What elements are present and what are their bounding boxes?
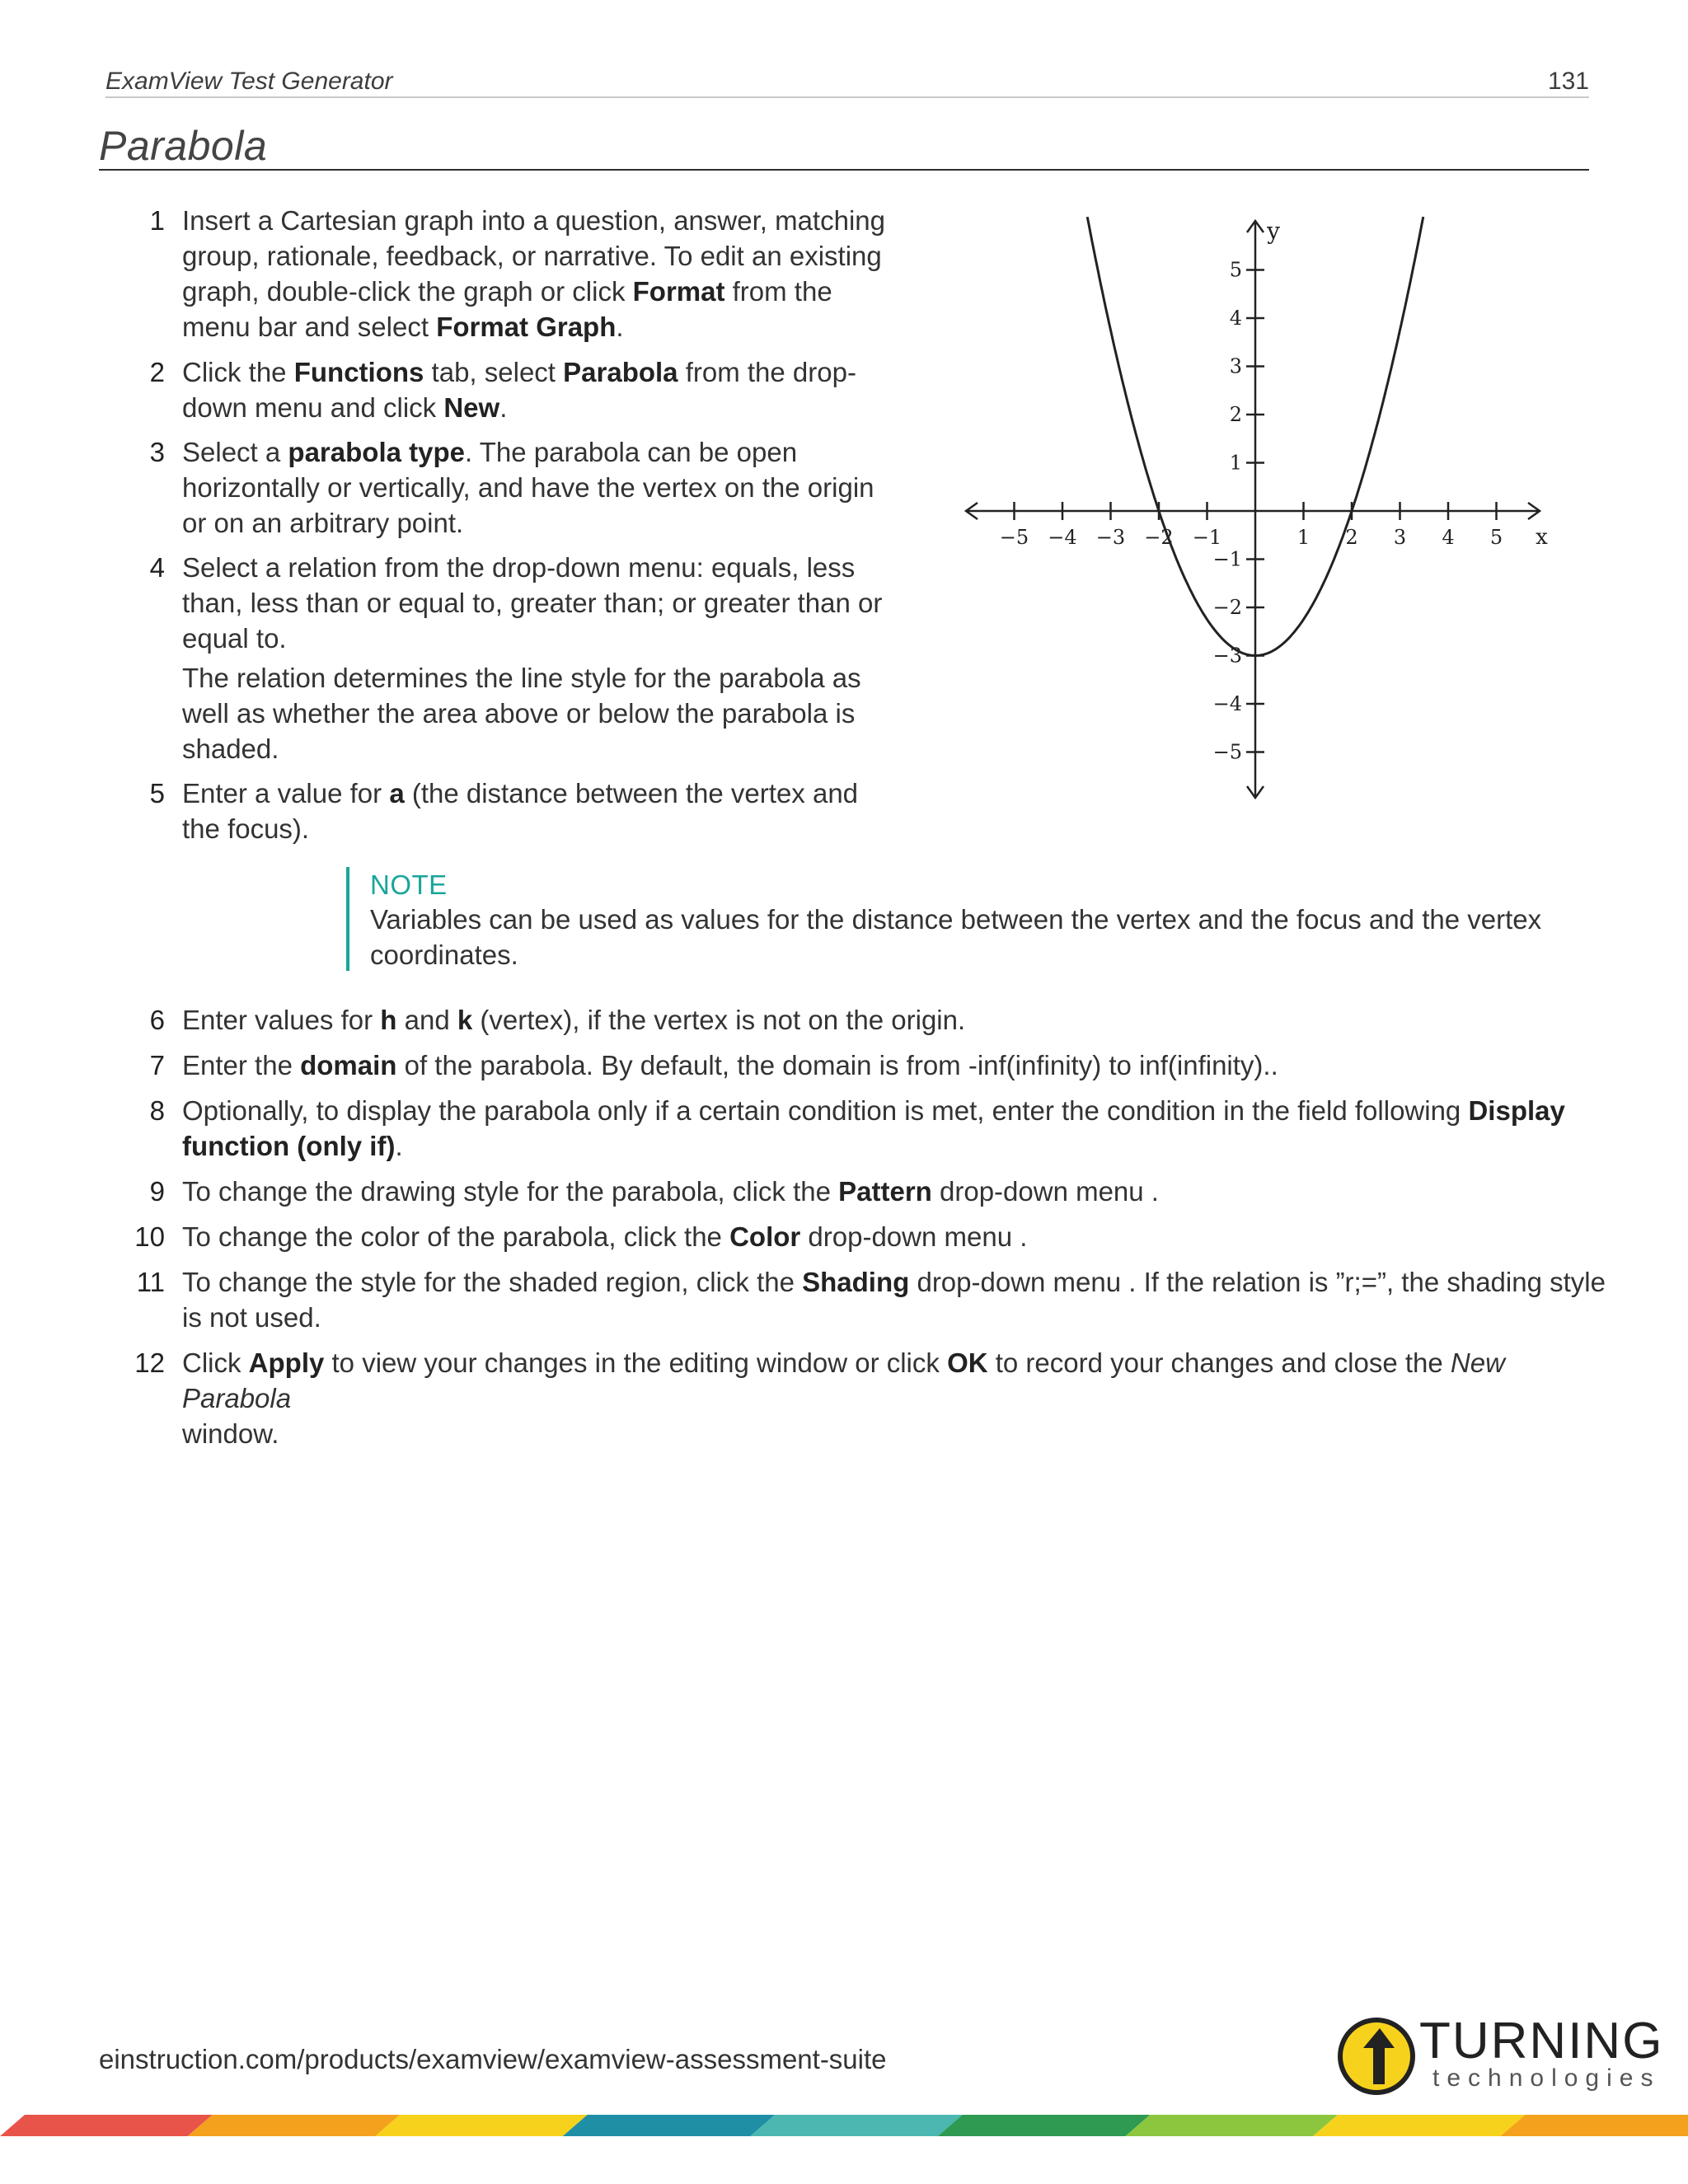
step-number: 9	[149, 1176, 165, 1207]
running-title: ExamView Test Generator	[106, 68, 393, 95]
y-tick-label: −2	[1212, 596, 1242, 619]
footer-color-stripe	[0, 2115, 1688, 2136]
step-number: 11	[136, 1267, 165, 1297]
logo-tagline: technologies	[1432, 2064, 1661, 2092]
x-tick-label: 1	[1296, 526, 1311, 549]
step-text: Enter a value for a (the distance between the vertex and the focus).	[182, 778, 859, 844]
step-number: 6	[149, 1005, 165, 1035]
x-tick-label: −1	[1192, 526, 1222, 549]
note-label: NOTE	[370, 869, 448, 900]
x-tick-label: −2	[1144, 526, 1174, 549]
logo-wordmark: TURNING	[1419, 2013, 1664, 2069]
y-axis-label: y	[1267, 218, 1280, 245]
stripe-segment	[0, 2115, 213, 2136]
stripe-segment	[750, 2115, 963, 2136]
x-tick-label: 4	[1442, 526, 1455, 549]
y-tick-label: 2	[1229, 403, 1242, 426]
y-tick-label: −3	[1212, 644, 1242, 668]
y-tick-label: 4	[1229, 307, 1242, 330]
stripe-segment	[188, 2115, 401, 2136]
step-number: 1	[149, 205, 165, 236]
turning-arrow-icon	[1335, 2015, 1418, 2097]
y-tick-label: 1	[1229, 451, 1242, 475]
x-axis-label: x	[1536, 525, 1548, 550]
y-tick-label: −5	[1212, 740, 1242, 764]
stripe-segment	[938, 2115, 1151, 2136]
turning-technologies-logo	[1335, 2013, 1664, 2097]
stripe-segment	[563, 2115, 776, 2136]
step-text: Insert a Cartesian graph into a question, answer, matching group, rationale, feedback, or narrative. To edit an existing graph, double-click the graph or click Format from the menu bar and select Format Graph.	[182, 205, 885, 342]
step-number: 5	[149, 778, 165, 808]
step-text: To change the style for the shaded region, click the Shading drop-down menu . If the relation is ”r;=”, the shading style is not used.	[182, 1267, 1606, 1333]
step-number: 3	[149, 437, 165, 467]
step-number: 12	[134, 1347, 165, 1378]
x-tick-label: −5	[999, 526, 1029, 549]
stripe-segment	[1125, 2115, 1338, 2136]
step-text: To change the drawing style for the parabola, click the Pattern drop-down menu .	[182, 1176, 1159, 1207]
step-number: 8	[149, 1095, 165, 1126]
header-divider	[106, 96, 1589, 98]
step-text: Enter the domain of the parabola. By default, the domain is from -inf(infinity) to inf(infinity)..	[182, 1050, 1278, 1080]
parabola-graph	[948, 206, 1558, 816]
step-text: Optionally, to display the parabola only if a certain condition is met, enter the condition in the field following Display function (only if).	[182, 1095, 1565, 1161]
title-divider	[99, 169, 1589, 171]
x-tick-label: 5	[1489, 526, 1503, 549]
stripe-segment	[1500, 2115, 1688, 2136]
note-accent-bar	[346, 867, 349, 971]
step-number: 2	[149, 357, 165, 387]
step-text: Click Apply to view your changes in the editing window or click OK to record your changes and close the New Parabola window.	[182, 1347, 1505, 1449]
step-text: Select a parabola type. The parabola can be open horizontally or vertically, and have the vertex on the origin or on an arbitrary point.	[182, 437, 874, 538]
step-number: 4	[149, 552, 165, 583]
y-tick-label: 3	[1229, 354, 1242, 378]
step-text: Click the Functions tab, select Parabola from the drop- down menu and click New.	[182, 357, 856, 423]
step-text: Enter values for h and k (vertex), if the vertex is not on the origin.	[182, 1005, 966, 1035]
footer-url: einstruction.com/products/examview/examview-assessment-suite	[99, 2044, 887, 2074]
step-number: 10	[134, 1221, 165, 1252]
step-number: 7	[149, 1050, 165, 1080]
x-tick-label: −4	[1048, 526, 1077, 549]
step-text: Select a relation from the drop-down menu: equals, less than, less than or equal to, greater than; or greater than or equal to. The relation determines the line style for the parabola as well as whether the area above or below the parabola is shaded.	[182, 552, 883, 764]
x-tick-label: 2	[1345, 526, 1358, 549]
note-text: Variables can be used as values for the distance between the vertex and the focus and the vertex coordinates.	[370, 904, 1542, 970]
y-tick-label: −1	[1212, 547, 1242, 571]
page-number: 131	[1547, 68, 1589, 95]
x-tick-label: 3	[1393, 526, 1407, 549]
section-title: Parabola	[99, 123, 268, 169]
y-tick-label: −4	[1212, 692, 1242, 715]
stripe-segment	[1313, 2115, 1526, 2136]
stripe-segment	[375, 2115, 588, 2136]
y-tick-label: 5	[1229, 258, 1242, 282]
step-text: To change the color of the parabola, click the Color drop-down menu .	[182, 1221, 1028, 1252]
x-tick-label: −3	[1095, 526, 1126, 549]
